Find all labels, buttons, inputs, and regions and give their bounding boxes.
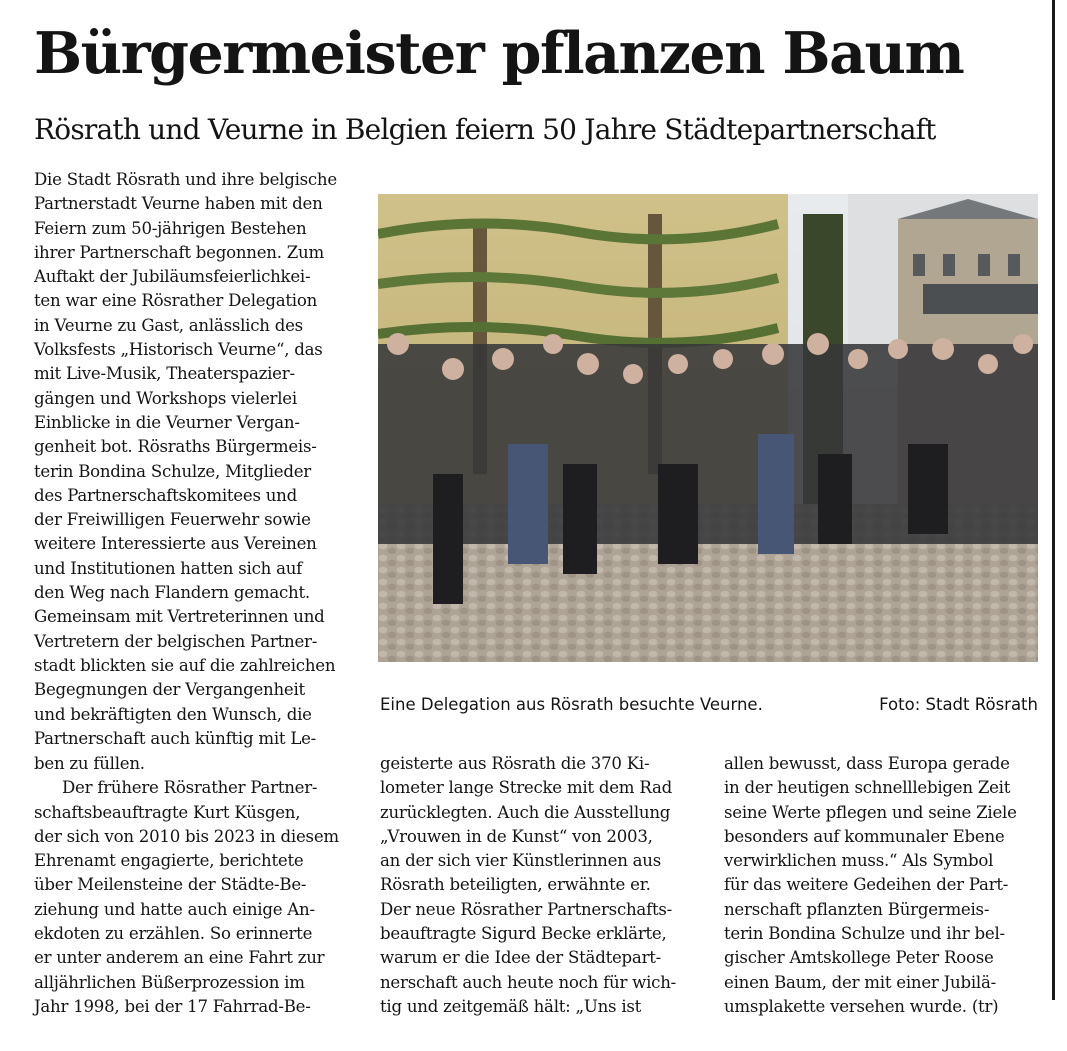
text-line: Rösrath beteiligten, erwähnte er. xyxy=(380,875,651,895)
text-line: Partnerstadt Veurne haben mit den xyxy=(34,194,323,214)
text-line: ekdoten zu erzählen. So erinnerte xyxy=(34,924,313,944)
text-line: ziehung und hatte auch einige An- xyxy=(34,899,315,919)
text-line: „Vrouwen in de Kunst“ von 2003, xyxy=(380,826,653,846)
text-line: Einblicke in die Veurner Vergan- xyxy=(34,412,300,432)
text-line: er unter anderem an eine Fahrt zur xyxy=(34,948,325,968)
article-column-1-top xyxy=(34,168,354,751)
text-line: geisterte aus Rösrath die 370 Ki- xyxy=(380,754,650,773)
text-line: beauftragte Sigurd Becke erklärte, xyxy=(380,924,667,944)
text-line: genheit bot. Rösraths Bürgermeis- xyxy=(34,437,317,457)
text-line: mit Live-Musik, Theaterspazier- xyxy=(34,364,295,384)
headline: Bürgermeister pflanzen Baum xyxy=(34,20,964,87)
text-line: den Weg nach Flandern gemacht. xyxy=(34,583,310,603)
text-line: Jahr 1998, bei der 17 Fahrrad-Be- xyxy=(34,996,311,1016)
text-line: Der neue Rösrather Partnerschafts- xyxy=(380,899,673,919)
article-column-3 xyxy=(724,752,1044,1019)
text-line: verwirklichen muss.“ Als Symbol xyxy=(724,851,994,871)
text-line: umsplakette versehen wurde. (tr) xyxy=(724,996,999,1016)
text-line: Gemeinsam mit Vertreterinnen und xyxy=(34,607,325,627)
text-line: weitere Interessierte aus Vereinen xyxy=(34,534,317,554)
text-line: Die Stadt Rösrath und ihre belgische xyxy=(34,170,337,189)
photo-caption: Eine Delegation aus Rösrath besuchte Veurne. xyxy=(380,695,763,714)
text-line: tig und zeitgemäß hält: „Uns ist xyxy=(380,996,642,1016)
group-photo xyxy=(378,194,1038,662)
text-line: schaftsbeauftragte Kurt Küsgen, xyxy=(34,802,301,822)
text-line: Auftakt der Jubiläumsfeierlichkei- xyxy=(34,267,311,287)
text-line: gängen und Workshops vielerlei xyxy=(34,388,297,408)
text-line: Ehrenamt engagierte, berichtete xyxy=(34,851,304,871)
text-line: Volksfests „Historisch Veurne“, das xyxy=(34,340,323,360)
subheadline: Rösrath und Veurne in Belgien feiern 50 Jahre Städtepartnerschaft xyxy=(34,113,936,146)
text-line: ihrer Partnerschaft begonnen. Zum xyxy=(34,242,324,262)
text-line: zurücklegten. Auch die Ausstellung xyxy=(380,802,671,822)
text-line: der Freiwilligen Feuerwehr sowie xyxy=(34,510,311,530)
text-line: nerschaft pflanzten Bürgermeis- xyxy=(724,899,990,919)
column-rule xyxy=(1052,0,1055,1000)
text-line: an der sich vier Künstlerinnen aus xyxy=(380,851,661,871)
text-line: Partnerschaft auch künftig mit Le- xyxy=(34,728,317,748)
text-line: Begegnungen der Vergangenheit xyxy=(34,680,305,700)
text-line: allen bewusst, dass Europa gerade xyxy=(724,754,1010,773)
text-line: für das weitere Gedeihen der Part- xyxy=(724,875,1009,895)
text-line: alljährlichen Büßerprozession im xyxy=(34,972,305,992)
photo-credit: Foto: Stadt Rösrath xyxy=(879,695,1038,714)
text-line: des Partnerschaftskomitees und xyxy=(34,485,297,505)
text-line: stadt blickten sie auf die zahlreichen xyxy=(34,655,336,675)
text-line: und Institutionen hatten sich auf xyxy=(34,558,303,578)
text-line: warum er die Idee der Städtepart- xyxy=(380,948,662,968)
article-column-1-bottom xyxy=(34,752,354,1019)
text-line: lometer lange Strecke mit dem Rad xyxy=(380,778,672,798)
text-line: Feiern zum 50-jährigen Bestehen xyxy=(34,218,307,238)
text-line: Der frühere Rösrather Partner- xyxy=(62,778,318,798)
text-line: der sich von 2010 bis 2023 in diesem xyxy=(34,826,339,846)
text-line: terin Bondina Schulze und ihr bel- xyxy=(724,924,1005,944)
text-line: ben zu füllen. xyxy=(34,754,145,773)
text-line: in der heutigen schnelllebigen Zeit xyxy=(724,778,1011,798)
text-line: terin Bondina Schulze, Mitglieder xyxy=(34,461,311,481)
text-line: ten war eine Rösrather Delegation xyxy=(34,291,318,311)
photo-caption-line xyxy=(380,693,1038,717)
text-line: seine Werte pflegen und seine Ziele xyxy=(724,802,1017,822)
text-line: besonders auf kommunaler Ebene xyxy=(724,826,1005,846)
text-line: und bekräftigten den Wunsch, die xyxy=(34,704,312,724)
article-column-2 xyxy=(380,752,700,1019)
text-line: gischer Amtskollege Peter Roose xyxy=(724,948,994,968)
text-line: Vertretern der belgischen Partner- xyxy=(34,631,318,651)
text-line: über Meilensteine der Städte-Be- xyxy=(34,875,307,895)
text-line: in Veurne zu Gast, anlässlich des xyxy=(34,315,303,335)
text-line: einen Baum, der mit einer Jubilä- xyxy=(724,972,996,992)
text-line: nerschaft auch heute noch für wich- xyxy=(380,972,677,992)
